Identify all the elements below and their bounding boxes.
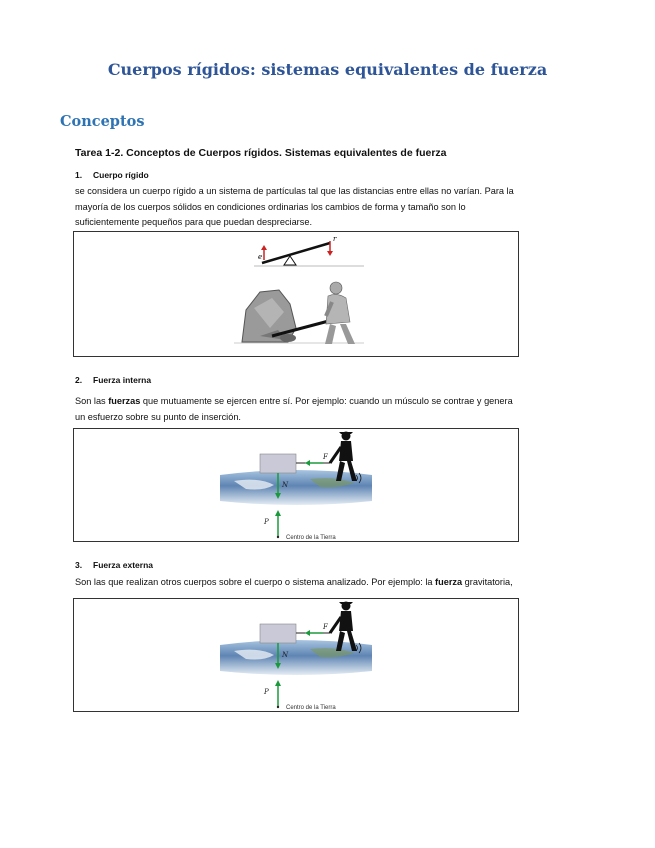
item-3-text (75, 575, 523, 591)
task-title: Tarea 1-2. Conceptos de Cuerpos rígidos. Sistemas equivalentes de fuerza (75, 147, 447, 159)
lever-label-e: e (258, 253, 263, 261)
item-2-heading (75, 375, 151, 385)
earth-force-illustration (74, 429, 518, 541)
lever-label-r: r (333, 235, 337, 243)
item-heading-text: Fuerza interna (93, 375, 152, 385)
figure-internal-force (73, 428, 519, 542)
document-title: Cuerpos rígidos: sistemas equivalentes de fuerza (107, 60, 548, 79)
vector-label-n: N (282, 481, 289, 489)
earth-center-label: Centro de la Tierra (286, 535, 336, 541)
text-segment: gravitatoria, (462, 577, 513, 587)
figure-rigid-body-lever (73, 231, 519, 357)
text-segment: Son las que realizan otros cuerpos sobre el cuerpo o sistema analizado. Por ejemplo: la (75, 577, 436, 587)
earth-center-label: Centro de la Tierra (286, 705, 336, 711)
figure-external-force (73, 598, 519, 712)
text-bold-segment: fuerzas (108, 396, 141, 406)
vector-label-p: P (264, 688, 269, 696)
earth-force-illustration (74, 599, 518, 711)
section-heading: Conceptos (60, 113, 145, 130)
text-segment: Son las (75, 396, 109, 406)
item-2-text (75, 394, 523, 425)
text-bold-segment: fuerza (435, 577, 463, 587)
lever-illustration (74, 232, 518, 356)
vector-label-f: F (323, 623, 328, 631)
vector-label-p: P (264, 518, 269, 526)
vector-label-f: F (323, 453, 328, 461)
text-segment: que mutuamente se ejercen entre sí. Por ejemplo: cuando un músculo se contrae y genera un esfuerzo sobre su punto de inserción. (75, 396, 513, 422)
item-1-text: se considera un cuerpo rígido a un sistema de partículas tal que las distancias entre ellas no varían. Para la mayoría de los cuerpos sólidos en condiciones ordinarias los cambios de forma y tamaño son lo suficientemente pequeños para que puedan despreciarse. (75, 186, 514, 227)
item-number: 1. (75, 170, 83, 180)
item-number: 3. (75, 560, 83, 570)
item-3-heading (75, 560, 153, 570)
item-heading-text: Fuerza externa (93, 560, 153, 570)
item-heading-text: Cuerpo rígido (93, 170, 149, 180)
vector-label-n: N (282, 651, 289, 659)
item-number: 2. (75, 375, 83, 385)
item-1-heading (75, 170, 149, 180)
